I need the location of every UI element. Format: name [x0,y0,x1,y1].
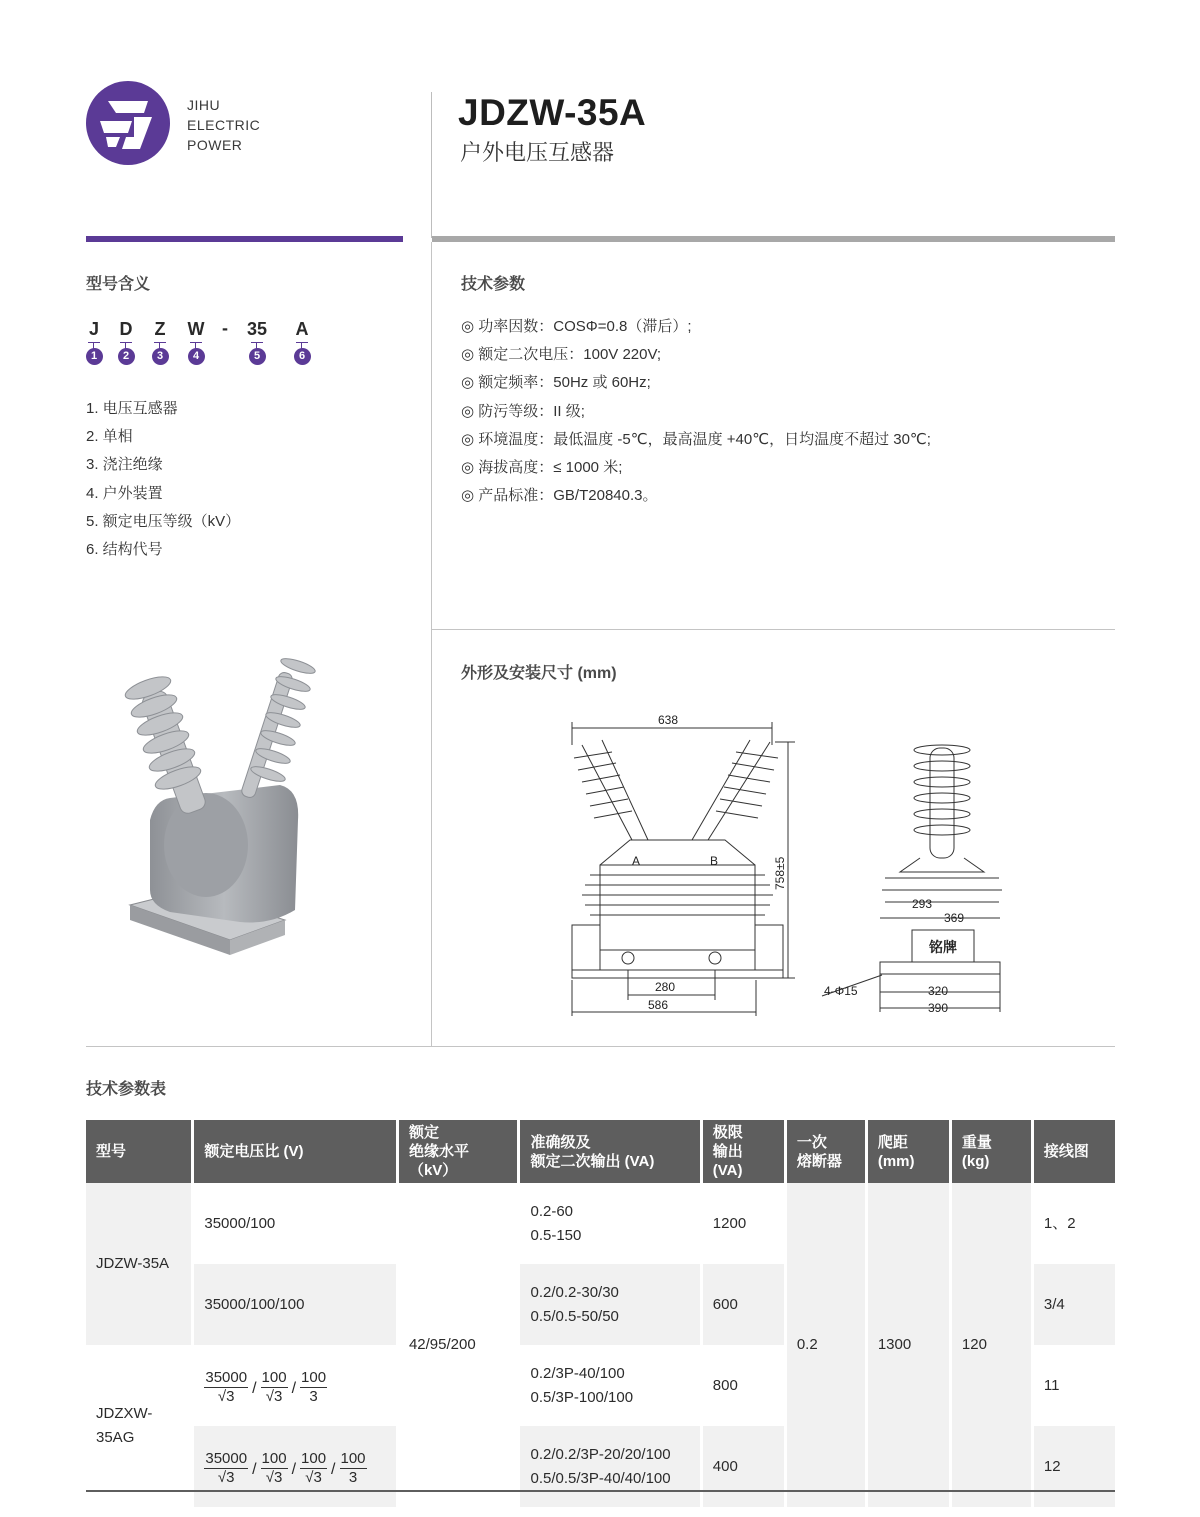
dim-label: 586 [648,998,669,1012]
divider [86,1046,1115,1047]
col-header: 重量 (kg) [952,1120,1031,1183]
accuracy-line: 0.2/0.2/3P-20/20/100 [530,1445,671,1463]
table-cell: 0.2 [787,1183,865,1507]
tech-params-list [461,313,931,510]
table-cell-model: JDZXW-35AG [86,1345,191,1507]
brand-name [187,95,260,155]
list-item: ◎ 产品标准：GB/T20840.3。 [461,487,658,505]
col-header: 额定电压比 (V) [194,1120,396,1183]
accuracy-line: 0.5/0.5/3P-40/40/100 [530,1469,671,1487]
fraction-denominator: 3 [309,1387,318,1405]
col-header: 额定 绝缘水平（kV） [399,1120,518,1183]
dim-label: 293 [912,897,933,911]
table-cell: 1、2 [1034,1183,1115,1264]
dim-label: 320 [928,984,949,998]
model-meaning-list [86,395,240,564]
voltage-ratio-fraction: $\frac{35000}{√3}$ / $\frac{100}{√3}$ / $\frac{100}{√3}$ / $\frac{100}{3}$ [205,1449,366,1486]
accuracy-line: 0.5-150 [530,1226,582,1244]
code-number: 2 [118,348,135,365]
model-code [86,318,326,376]
dimension-drawing [560,700,1020,1030]
col-header: 接线图 [1034,1120,1115,1183]
dim-label: A [632,854,641,868]
brand-line2: ELECTRIC [187,117,261,133]
dim-label: B [710,854,719,868]
fraction-numerator: 100 [340,1449,366,1467]
code-item [292,318,312,365]
product-photo [110,650,340,980]
nameplate-label: 铭牌 [929,939,957,955]
accent-bar [86,236,403,242]
logo-mark-icon [86,81,170,165]
table-cell: 35000/100 [194,1183,396,1264]
divider [432,629,1115,630]
model-meaning-title: 型号含义 [86,276,151,293]
code-item [186,318,206,365]
grey-bar [432,236,1115,242]
list-item: 6. 结构代号 [86,541,163,559]
accuracy-line: 0.5/3P-100/100 [530,1388,634,1406]
table-cell [194,1345,396,1426]
table-bottom-rule [86,1490,1115,1492]
dim-label: 280 [655,980,676,994]
dim-label: 758±5 [773,856,787,890]
code-number: 3 [152,348,169,365]
code-letter: D [119,319,133,339]
table-cell: 800 [703,1345,784,1426]
code-number: 5 [249,348,266,365]
table-cell: 1300 [868,1183,949,1507]
code-dash: - [222,318,228,338]
accuracy-line: 0.2/0.2-30/30 [530,1283,619,1301]
voltage-ratio-fraction: $\frac{35000}{√3}$ / $\frac{100}{√3}$ / $\frac{100}{3}$ [205,1368,327,1405]
code-letter: 35 [246,319,268,339]
code-number: 6 [294,348,311,365]
fraction-numerator: 100 [301,1449,327,1467]
table-cell [194,1426,396,1507]
fraction-denominator: √3 [217,1468,235,1486]
table-cell [520,1426,699,1507]
accuracy-line: 0.5/0.5-50/50 [530,1307,619,1325]
list-item: ◎ 防污等级：II 级; [461,402,585,420]
fraction-numerator: 35000 [205,1368,248,1386]
list-item: ◎ 额定二次电压：100V 220V; [461,346,662,364]
col-header: 一次 熔断器 [787,1120,865,1183]
dimensions-title: 外形及安装尺寸 (mm) [461,665,617,682]
fraction-numerator: 100 [261,1368,287,1386]
fraction-numerator: 100 [301,1368,327,1386]
col-header: 型号 [86,1120,191,1183]
list-item: 1. 电压互感器 [86,400,178,417]
code-letter: W [187,319,205,339]
table-cell-model: JDZW-35A [86,1183,191,1345]
list-item: 2. 单相 [86,428,133,446]
fraction-denominator: √3 [305,1468,322,1486]
spec-table [86,1120,1115,1507]
col-header: 准确级及 额定二次输出 (VA) [520,1120,699,1183]
fraction-denominator: √3 [217,1387,235,1405]
code-letter: Z [154,319,166,339]
dim-label: 4-Φ15 [824,984,858,998]
code-letter: A [295,319,309,339]
table-cell: 12 [1034,1426,1115,1507]
list-item: ◎ 额定频率：50Hz 或 60Hz; [461,374,651,392]
dim-label: 638 [658,713,679,727]
table-cell [520,1345,699,1426]
code-number: 4 [188,348,205,365]
table-cell [520,1264,699,1345]
list-item: ◎ 海拔高度：≤ 1000 米; [461,459,623,477]
table-cell: 1200 [703,1183,784,1264]
fraction-denominator: √3 [265,1468,283,1486]
code-item [84,318,104,365]
list-item: ◎ 功率因数：COSΦ=0.8（滞后）; [461,318,692,335]
list-item: ◎ 环境温度：最低温度 -5℃，最高温度 +40℃，日均温度不超过 30℃; [461,430,931,448]
table-cell: 3/4 [1034,1264,1115,1345]
tech-params-title: 技术参数 [461,276,526,293]
divider [431,92,432,238]
table-cell: 42/95/200 [399,1183,518,1507]
dim-label: 369 [944,911,965,925]
fraction-denominator: √3 [265,1387,283,1405]
fraction-numerator: 35000 [205,1449,248,1467]
table-cell: 400 [703,1426,784,1507]
table-cell [520,1183,699,1264]
table-cell: 11 [1034,1345,1115,1426]
brand-line3: POWER [187,137,243,153]
code-item [116,318,136,365]
product-subtitle: 户外电压互感器 [460,140,615,165]
product-title: JDZW-35A [458,92,647,133]
accuracy-line: 0.2/3P-40/100 [530,1364,625,1382]
fraction-denominator: 3 [348,1468,358,1486]
accuracy-line: 0.2-60 [530,1202,574,1220]
table-cell: 35000/100/100 [194,1264,396,1345]
col-header: 极限 输出 (VA) [703,1120,784,1183]
list-item: 3. 浇注绝缘 [86,456,163,474]
code-letter: J [88,319,99,339]
table-cell: 120 [952,1183,1031,1507]
col-header: 爬距 (mm) [868,1120,949,1183]
divider [431,242,432,1046]
code-number: 1 [86,348,103,365]
brand-line1: JIHU [187,97,221,113]
table-cell: 600 [703,1264,784,1345]
fraction-numerator: 100 [261,1449,287,1467]
list-item: 4. 户外装置 [86,484,163,502]
code-item [244,318,270,365]
brand-logo [86,81,170,165]
code-item [150,318,170,365]
table-title: 技术参数表 [86,1081,167,1098]
dim-label: 390 [928,1001,949,1015]
list-item: 5. 额定电压等级（kV） [86,512,241,530]
